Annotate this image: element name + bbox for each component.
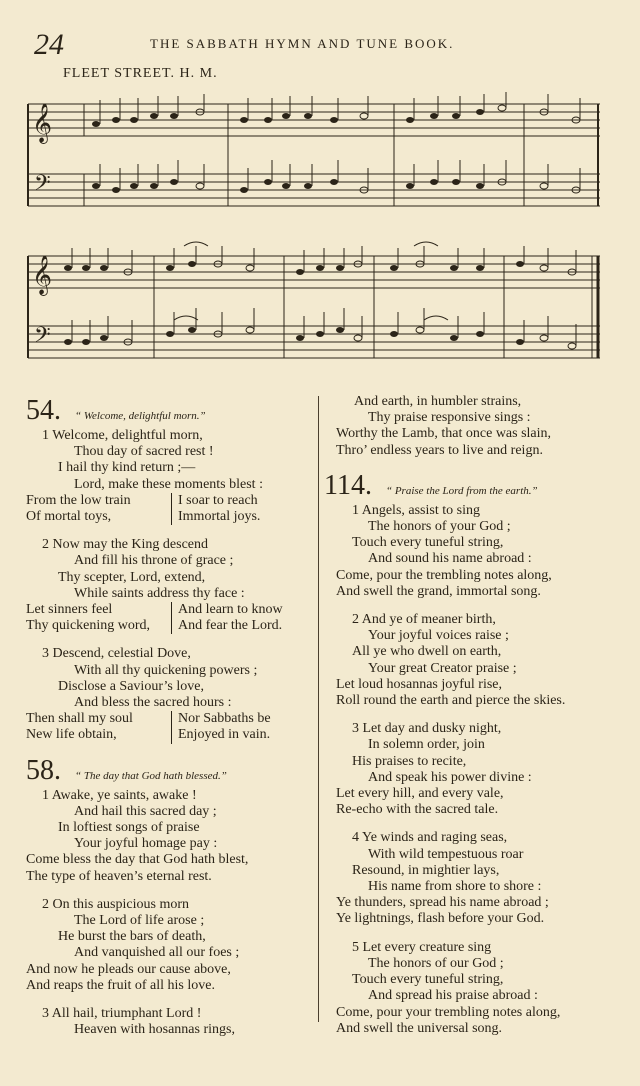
verse-line: And bless the sacred hours : bbox=[74, 695, 232, 711]
verse-line: His praises to recite, bbox=[352, 753, 467, 769]
stanza bbox=[336, 830, 616, 927]
verse-line: Thy praise responsive sings : bbox=[368, 410, 531, 426]
verse-line: And hail this sacred day ; bbox=[74, 803, 217, 819]
stanza bbox=[26, 1006, 312, 1038]
hymn-number: 54. bbox=[26, 395, 61, 426]
verse-line: I soar to reach bbox=[171, 493, 258, 509]
verse-line: 3 Let day and dusky night, bbox=[352, 721, 502, 737]
split-line bbox=[26, 727, 312, 743]
verse-line: And speak his power divine : bbox=[368, 769, 532, 785]
verse-line: 2 On this auspicious morn bbox=[42, 896, 189, 912]
verse-line: And sound his name abroad : bbox=[368, 551, 532, 567]
verse-line: The Lord of life arose ; bbox=[74, 913, 205, 929]
staff-notation-1 bbox=[24, 92, 604, 214]
verse-line: 1 Welcome, delightful morn, bbox=[42, 428, 203, 443]
verse-line: Nor Sabbaths be bbox=[171, 711, 271, 727]
verse-line: Ye lightnings, flash before your God. bbox=[336, 911, 545, 927]
hymn-title: “ The day that God hath blessed.” bbox=[75, 769, 227, 782]
split-line bbox=[26, 509, 312, 525]
verse-line: And fill his throne of grace ; bbox=[74, 553, 234, 569]
verse-line: In solemn order, join bbox=[368, 737, 485, 753]
verse-line: New life obtain, bbox=[26, 727, 117, 743]
verse-line: Come, pour your trembling notes along, bbox=[336, 1004, 561, 1020]
verse-line: And now he pleads our cause above, bbox=[26, 961, 231, 977]
verse-line: Heaven with hosannas rings, bbox=[74, 1022, 235, 1038]
verse-line: 1 Angels, assist to sing bbox=[352, 502, 480, 518]
tune-name: FLEET STREET. bbox=[63, 66, 176, 81]
verse-line: And swell the universal song. bbox=[336, 1020, 503, 1036]
stanza bbox=[336, 394, 616, 459]
verse-line: Let loud hosannas joyful rise, bbox=[336, 676, 503, 692]
stanza bbox=[26, 537, 312, 634]
stanza bbox=[26, 788, 312, 885]
verse-line: Worthy the Lamb, that once was slain, bbox=[336, 426, 552, 442]
verse-line: And vanquished all our foes ; bbox=[74, 945, 240, 961]
verse-line: Resound, in mightier lays, bbox=[352, 862, 500, 878]
verse-line: Roll round the earth and pierce the skies. bbox=[336, 693, 566, 709]
running-title: THE SABBATH HYMN AND TUNE BOOK. bbox=[150, 36, 455, 51]
stanza bbox=[336, 503, 616, 600]
stanza bbox=[336, 940, 616, 1037]
verse-line: Ye thunders, spread his name abroad ; bbox=[336, 895, 549, 911]
verse-line: While saints address thy face : bbox=[74, 585, 245, 601]
verse-line: He burst the bars of death, bbox=[58, 929, 206, 945]
music-system-1 bbox=[24, 92, 604, 214]
verse-line: 5 Let every creature sing bbox=[352, 939, 492, 955]
svg-text:𝄢: 𝄢 bbox=[34, 171, 51, 201]
split-line bbox=[26, 602, 312, 618]
split-line bbox=[26, 618, 312, 634]
verse-line: Then shall my soul bbox=[26, 711, 133, 727]
hymn-title: “ Welcome, delightful morn.” bbox=[75, 410, 206, 422]
verse-line: Let every hill, and every vale, bbox=[336, 786, 504, 802]
verse-line: His name from shore to shore : bbox=[368, 879, 542, 895]
stanza bbox=[336, 612, 616, 709]
verse-line: Thy quickening word, bbox=[26, 618, 151, 634]
hymn-58-header bbox=[26, 756, 312, 786]
verse-line: All ye who dwell on earth, bbox=[352, 644, 502, 660]
verse-line: From the low train bbox=[26, 492, 131, 508]
verse-line: And earth, in humbler strains, bbox=[354, 394, 522, 409]
verse-line: And learn to know bbox=[171, 602, 283, 618]
verse-line: Come bless the day that God hath blest, bbox=[26, 852, 249, 868]
verse-line: Your joyful homage pay : bbox=[74, 836, 218, 852]
verse-line: In loftiest songs of praise bbox=[58, 820, 200, 836]
verse-line: Touch every tuneful string, bbox=[352, 535, 504, 551]
left-column bbox=[26, 394, 312, 1051]
stanza bbox=[336, 721, 616, 818]
verse-line: The honors of your God ; bbox=[368, 519, 511, 535]
verse-line: 2 And ye of meaner birth, bbox=[352, 612, 496, 628]
right-column bbox=[324, 394, 616, 1049]
hymn-number: 58. bbox=[26, 754, 61, 786]
verse-line: With wild tempestuous roar bbox=[368, 846, 524, 862]
music-system-2 bbox=[24, 236, 604, 362]
verse-line: Of mortal toys, bbox=[26, 509, 112, 525]
verse-line: 3 Descend, celestial Dove, bbox=[42, 646, 191, 662]
verse-line: And swell the grand, immortal song. bbox=[336, 583, 541, 599]
stanza bbox=[26, 428, 312, 525]
hymn-title: “ Praise the Lord from the earth.” bbox=[385, 484, 538, 497]
hymn-number: 114. bbox=[324, 469, 372, 501]
verse-line: 2 Now may the King descend bbox=[42, 537, 209, 553]
page-number: 24 bbox=[34, 28, 64, 61]
verse-line: Touch every tuneful string, bbox=[352, 972, 504, 988]
verse-line: Re-echo with the sacred tale. bbox=[336, 802, 499, 818]
verse-line: Come, pour the trembling notes along, bbox=[336, 567, 552, 583]
verse-line: 1 Awake, ye saints, awake ! bbox=[42, 787, 197, 803]
verse-line: Thro’ endless years to live and reign. bbox=[336, 442, 543, 458]
verse-line: Thou day of sacred rest ! bbox=[74, 444, 214, 460]
verse-line: Immortal joys. bbox=[171, 509, 260, 525]
svg-text:𝄞: 𝄞 bbox=[32, 255, 53, 295]
hymn-54-header bbox=[26, 396, 312, 426]
tune-meter: H. M. bbox=[179, 66, 218, 81]
verse-line: Your great Creator praise ; bbox=[368, 660, 517, 676]
verse-line: I hail thy kind return ;— bbox=[58, 460, 196, 476]
stanza bbox=[26, 646, 312, 743]
column-divider bbox=[318, 396, 319, 1022]
split-line bbox=[26, 493, 312, 509]
stanza bbox=[26, 897, 312, 994]
svg-text:𝄞: 𝄞 bbox=[32, 103, 53, 143]
hymn-114-header bbox=[324, 469, 616, 501]
verse-line: Disclose a Saviour’s love, bbox=[58, 678, 204, 694]
verse-line: And spread his praise abroad : bbox=[368, 988, 538, 1004]
verse-line: The type of heaven’s eternal rest. bbox=[26, 868, 212, 884]
verse-line: And fear the Lord. bbox=[171, 618, 282, 634]
verse-line: 4 Ye winds and raging seas, bbox=[352, 830, 508, 846]
verse-line: The honors of our God ; bbox=[368, 955, 504, 971]
verse-line: Your joyful voices raise ; bbox=[368, 628, 509, 644]
verse-line: Enjoyed in vain. bbox=[171, 727, 270, 743]
staff-notation-2 bbox=[24, 236, 604, 362]
verse-line: Let sinners feel bbox=[26, 602, 113, 618]
verse-line: Thy scepter, Lord, extend, bbox=[58, 569, 206, 585]
svg-text:𝄢: 𝄢 bbox=[34, 323, 51, 353]
tune-title bbox=[63, 66, 218, 82]
verse-line: Lord, make these moments blest : bbox=[74, 476, 263, 492]
split-line bbox=[26, 711, 312, 727]
verse-line: 3 All hail, triumphant Lord ! bbox=[42, 1006, 202, 1022]
verse-line: With all thy quickening powers ; bbox=[74, 662, 258, 678]
verse-line: And reaps the fruit of all his love. bbox=[26, 977, 215, 993]
